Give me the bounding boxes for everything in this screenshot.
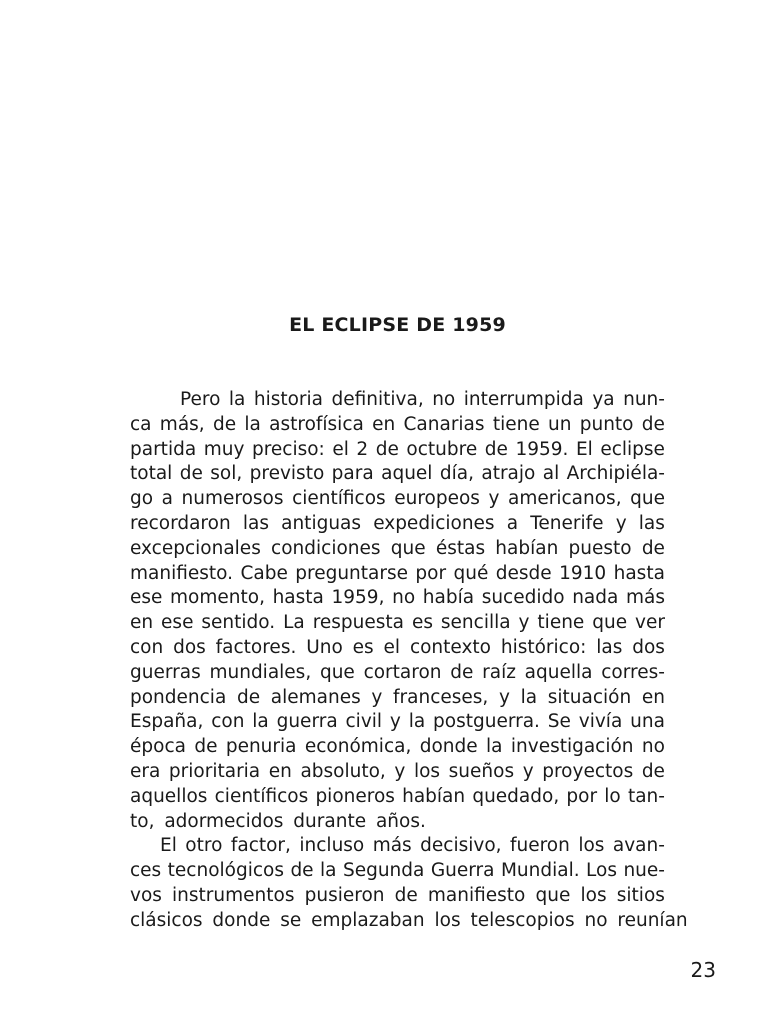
word: americanos, — [508, 488, 622, 510]
text-line — [130, 512, 665, 537]
word: otro — [185, 835, 223, 857]
word: y — [488, 488, 500, 510]
word: éstas — [435, 537, 486, 559]
word: pioneros — [315, 785, 395, 807]
word: que — [630, 488, 665, 510]
word: el — [383, 636, 401, 658]
text-line — [130, 438, 665, 463]
text-line — [130, 686, 665, 711]
word: Pero — [180, 389, 221, 410]
word: octubre — [406, 438, 478, 460]
word: qué — [453, 562, 489, 584]
word: la — [228, 389, 246, 410]
word: guerra — [276, 711, 338, 733]
page-number: 23 — [690, 958, 716, 982]
word: total — [130, 463, 173, 485]
word: avan- — [612, 835, 665, 857]
word: no — [641, 736, 665, 758]
word: en — [372, 413, 396, 435]
word: momento, — [170, 587, 265, 609]
word: de — [641, 413, 665, 435]
word: tiene — [492, 413, 540, 435]
word: y — [498, 686, 510, 708]
word: con — [211, 711, 245, 733]
word: Canarias — [403, 413, 485, 435]
word: y — [518, 612, 530, 634]
word: la — [408, 711, 426, 733]
word: no — [392, 587, 416, 609]
word: científicos — [214, 785, 309, 807]
word: incluso — [299, 835, 365, 857]
text-line: clásicos donde se emplazaban los telescopios no reunían — [130, 909, 688, 931]
word: que — [319, 661, 355, 683]
text-line — [130, 413, 665, 438]
word: factores. — [215, 636, 297, 658]
word: sucedido — [481, 587, 565, 609]
word: de — [290, 860, 314, 882]
word: quedado, — [472, 785, 560, 807]
word: había — [422, 587, 475, 609]
text-line — [130, 661, 665, 686]
word: económica, — [304, 736, 412, 758]
word: de — [179, 463, 203, 485]
word: nun- — [623, 389, 665, 410]
word: instrumentos — [172, 884, 295, 906]
word: y — [371, 686, 383, 708]
word: Uno — [306, 636, 343, 658]
word: El — [160, 835, 177, 857]
word: raíz — [482, 661, 516, 683]
word: tan- — [627, 785, 665, 807]
word: ces — [130, 860, 162, 882]
word: ver — [635, 612, 665, 634]
word: proyectos — [542, 760, 634, 782]
chapter-title: EL ECLIPSE DE 1959 — [289, 314, 506, 336]
word: de — [212, 413, 237, 435]
word: hasta — [272, 587, 324, 609]
word: absoluto, — [300, 760, 386, 782]
word: corres- — [601, 661, 665, 683]
text-line — [130, 859, 665, 884]
word: donde — [419, 736, 478, 758]
word: de — [394, 884, 418, 906]
word: respuesta — [312, 612, 404, 634]
word: y — [615, 512, 627, 534]
word: civil — [345, 711, 383, 733]
word: día, — [439, 463, 474, 485]
word: excepcionales — [130, 537, 261, 559]
word: la — [486, 736, 503, 758]
word: la — [252, 711, 269, 733]
word: las — [596, 636, 623, 658]
text-line — [130, 834, 665, 859]
word: pondencia — [130, 686, 227, 708]
word: en — [268, 760, 292, 782]
text-line — [130, 735, 665, 760]
word: la — [320, 860, 337, 882]
text-line — [130, 785, 665, 810]
word: vivía — [578, 711, 623, 733]
word: Se — [547, 711, 571, 733]
word: Cabe — [240, 562, 288, 584]
word: tecnológicos — [167, 860, 284, 882]
word: astrofísica — [269, 413, 364, 435]
word: manifiesto — [427, 884, 526, 906]
word: fueron — [509, 835, 570, 857]
word: por — [566, 785, 598, 807]
word: aquella — [524, 661, 593, 683]
word: recordaron — [130, 512, 231, 534]
word: penuria — [225, 736, 297, 758]
word: al — [542, 463, 560, 485]
word: el — [332, 438, 349, 460]
word: y — [389, 711, 401, 733]
word: época — [130, 736, 186, 758]
word: de — [450, 661, 474, 683]
word: guerras — [130, 661, 201, 683]
word: mundiales, — [209, 661, 312, 683]
word: 1910 — [559, 562, 607, 584]
word: preguntarse — [295, 562, 408, 584]
word: eclipse — [600, 438, 665, 460]
text-line — [130, 611, 665, 636]
word: nada — [572, 587, 619, 609]
word: definitiva, — [331, 389, 424, 410]
word: Guerra — [430, 860, 495, 882]
word: muy — [203, 438, 245, 460]
word: España, — [130, 711, 204, 733]
word: para — [331, 463, 374, 485]
word: los — [413, 760, 441, 782]
word: puesto — [568, 537, 632, 559]
word: lo — [604, 785, 621, 807]
word: de — [236, 686, 261, 708]
word: dos — [173, 636, 206, 658]
word: los — [578, 835, 605, 857]
word: ese — [130, 587, 163, 609]
word: preciso: — [251, 438, 325, 460]
body-text — [130, 388, 688, 934]
word: europeos — [394, 488, 480, 510]
word: de — [484, 438, 508, 460]
word: partida — [130, 438, 197, 460]
word: punto — [579, 413, 634, 435]
word: más — [625, 587, 665, 609]
word: pusieron — [304, 884, 385, 906]
word: y — [522, 760, 534, 782]
word: 1959, — [331, 587, 385, 609]
word: científicos — [292, 488, 386, 510]
word: sol, — [210, 463, 243, 485]
text-line — [130, 636, 665, 661]
word: nue- — [623, 860, 665, 882]
word: las — [242, 512, 269, 534]
word: Segunda — [342, 860, 425, 882]
word: de — [641, 537, 665, 559]
word: contexto — [409, 636, 491, 658]
word: factor, — [230, 835, 291, 857]
word: prioritaria — [168, 760, 261, 782]
word: es — [352, 636, 374, 658]
word: decisivo, — [420, 835, 502, 857]
text-line — [130, 586, 665, 611]
word: por — [415, 562, 447, 584]
word: aquellos — [130, 785, 208, 807]
word: go — [130, 488, 154, 510]
word: interrumpida — [463, 389, 584, 410]
word: la — [520, 686, 538, 708]
word: las — [638, 512, 665, 534]
word: habían — [402, 785, 466, 807]
word: antiguas — [281, 512, 362, 534]
word: Mundial. — [500, 860, 580, 882]
word: los — [580, 884, 607, 906]
text-line — [130, 760, 665, 785]
word: histórico: — [500, 636, 587, 658]
word: que — [535, 884, 571, 906]
text-line — [130, 462, 665, 487]
word: Archipiéla- — [566, 463, 665, 485]
word: no — [432, 389, 456, 410]
word: ca — [130, 413, 152, 435]
word: dos — [632, 636, 665, 658]
word: de — [194, 736, 218, 758]
word: sentido. — [201, 612, 276, 634]
word: en — [130, 612, 154, 634]
word: de — [641, 760, 665, 782]
word: a — [161, 488, 173, 510]
word: hasta — [613, 562, 665, 584]
word: con — [130, 636, 164, 658]
word: sueños — [448, 760, 515, 782]
word: desde — [495, 562, 552, 584]
word: numerosos — [181, 488, 284, 510]
text-line — [130, 487, 665, 512]
word: alemanes — [270, 686, 361, 708]
word: ese — [161, 612, 194, 634]
word: ya — [592, 389, 615, 410]
word: una — [630, 711, 665, 733]
word: Los — [586, 860, 617, 882]
word: la — [244, 413, 261, 435]
word: expediciones — [373, 512, 495, 534]
word: que — [390, 537, 426, 559]
text-line — [130, 537, 665, 562]
word: Tenerife — [530, 512, 604, 534]
word: situación — [547, 686, 632, 708]
word: historia — [253, 389, 324, 410]
word: era — [130, 760, 161, 782]
word: más, — [159, 413, 205, 435]
word: franceses, — [393, 686, 489, 708]
word: que — [592, 612, 628, 634]
text-line — [130, 710, 665, 735]
text-line: to, adormecidos durante años. — [130, 810, 426, 832]
word: investigación — [510, 736, 634, 758]
text-line — [130, 388, 665, 413]
word: y — [394, 760, 406, 782]
text-line — [130, 884, 665, 909]
word: El — [575, 438, 593, 460]
text-line — [130, 562, 665, 587]
word: atrajo — [481, 463, 536, 485]
word: sencilla — [440, 612, 511, 634]
word: aquel — [381, 463, 433, 485]
word: tiene — [537, 612, 585, 634]
word: vos — [130, 884, 162, 906]
word: 2 — [356, 438, 369, 460]
word: habían — [495, 537, 559, 559]
word: en — [641, 686, 665, 708]
word: postguerra. — [433, 711, 540, 733]
word: manifiesto. — [130, 562, 234, 584]
word: de — [375, 438, 399, 460]
word: más — [372, 835, 412, 857]
word: a — [506, 512, 519, 534]
word: es — [411, 612, 433, 634]
word: previsto — [249, 463, 325, 485]
word: La — [283, 612, 305, 634]
word: condiciones — [271, 537, 381, 559]
word: sitios — [616, 884, 665, 906]
word: un — [548, 413, 572, 435]
word: 1959. — [515, 438, 569, 460]
word: cortaron — [363, 661, 442, 683]
